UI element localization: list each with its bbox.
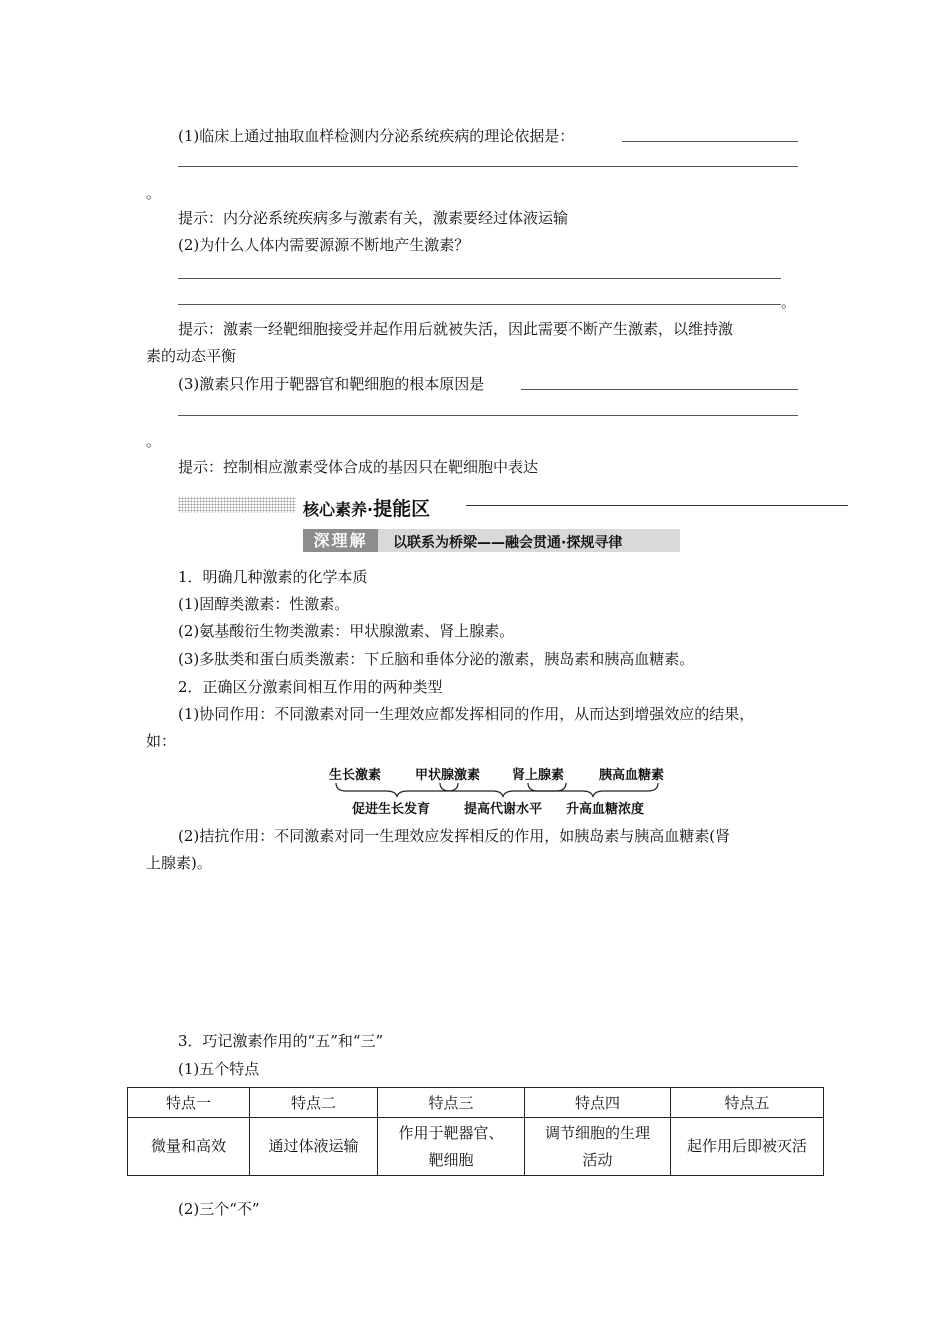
section-2-title: 2．正确区分激素间相互作用的两种类型 [178,678,443,696]
feature-header-4: 特点四 [525,1088,671,1118]
q2-hint-line2: 素的动态平衡 [146,347,237,365]
section-banner-title-emphasis: 提能区 [373,498,431,520]
brace-3 [528,783,658,797]
q3-end-mark: 。 [146,432,162,450]
section-banner-title: 核心素养· [303,500,374,519]
section-1-item-2: (2)氨基酸衍生物类激素：甲状腺激素、肾上腺素。 [178,622,515,640]
feature-cell-5: 起作用后即被灭活 [671,1118,824,1176]
feature-cell-3-line2: 靶细胞 [428,1150,474,1169]
q2-question: (2)为什么人体内需要源源不断地产生激素？ [178,236,470,254]
diagram-hormone-1: 生长激素 [329,768,382,783]
diagram-hormone-2: 甲状腺激素 [415,768,481,783]
feature-header-1: 特点一 [128,1088,250,1118]
feature-header-5: 特点五 [671,1088,824,1118]
q2-hint-line1: 提示：激素一经靶细胞接受并起作用后就被失活，因此需要不断产生激素，以维持激 [178,320,734,338]
feature-cell-4-line2: 活动 [582,1150,613,1169]
q3-question: (3)激素只作用于靶器官和靶细胞的根本原因是 [178,375,485,393]
q3-hint: 提示：控制相应激素受体合成的基因只在靶细胞中表达 [178,458,539,476]
feature-cell-2: 通过体液运输 [250,1118,378,1176]
section-2-item-1-line2: 如： [146,732,177,750]
q1-end-mark: 。 [146,184,162,202]
sub-banner-tag: 深理解 [303,529,378,552]
section-2-item-2-line2: 上腺素)。 [146,854,212,872]
section-1-item-1: (1)固醇类激素：性激素。 [178,595,350,613]
diagram-effect-1: 促进生长发育 [352,802,431,817]
feature-table-header-row [128,1088,824,1118]
feature-header-3: 特点三 [378,1088,525,1118]
sub-banner-text: 以联系为桥梁——融会贯通·探规寻律 [393,535,623,551]
feature-cell-4-line1: 调节细胞的生理 [544,1123,650,1142]
feature-table-row [128,1118,824,1176]
diagram-hormone-3: 肾上腺素 [512,768,565,783]
brace-2 [440,783,566,797]
section-3-item-1: (1)五个特点 [178,1060,260,1078]
q1-hint: 提示：内分泌系统疾病多与激素有关，激素要经过体液运输 [178,209,569,227]
section-1-title: 1．明确几种激素的化学本质 [178,568,368,586]
feature-table [127,1087,824,1176]
feature-cell-3-line1: 作用于靶器官、 [398,1123,504,1142]
section-1-item-3: (3)多肽类和蛋白质类激素：下丘脑和垂体分泌的激素，胰岛素和胰高血糖素。 [178,650,695,668]
feature-cell-3 [378,1118,525,1176]
section-3-item-2: (2)三个“不” [178,1200,260,1218]
diagram-hormone-4: 胰高血糖素 [599,768,665,783]
section-2-item-2-line1: (2)拮抗作用：不同激素对同一生理效应发挥相反的作用，如胰岛素与胰高血糖素(肾 [178,827,731,845]
section-2-item-1-line1: (1)协同作用：不同激素对同一生理效应都发挥相同的作用，从而达到增强效应的结果， [178,705,755,723]
diagram-effect-3: 升高血糖浓度 [566,802,645,817]
diagram-effect-2: 提高代谢水平 [464,802,543,817]
feature-cell-4 [525,1118,671,1176]
feature-header-2: 特点二 [250,1088,378,1118]
feature-cell-1: 微量和高效 [128,1118,250,1176]
q2-end-mark: 。 [781,293,797,311]
q1-question: (1)临床上通过抽取血样检测内分泌系统疾病的理论依据是： [178,127,575,145]
section-3-title: 3．巧记激素作用的“五”和“三” [178,1032,384,1050]
